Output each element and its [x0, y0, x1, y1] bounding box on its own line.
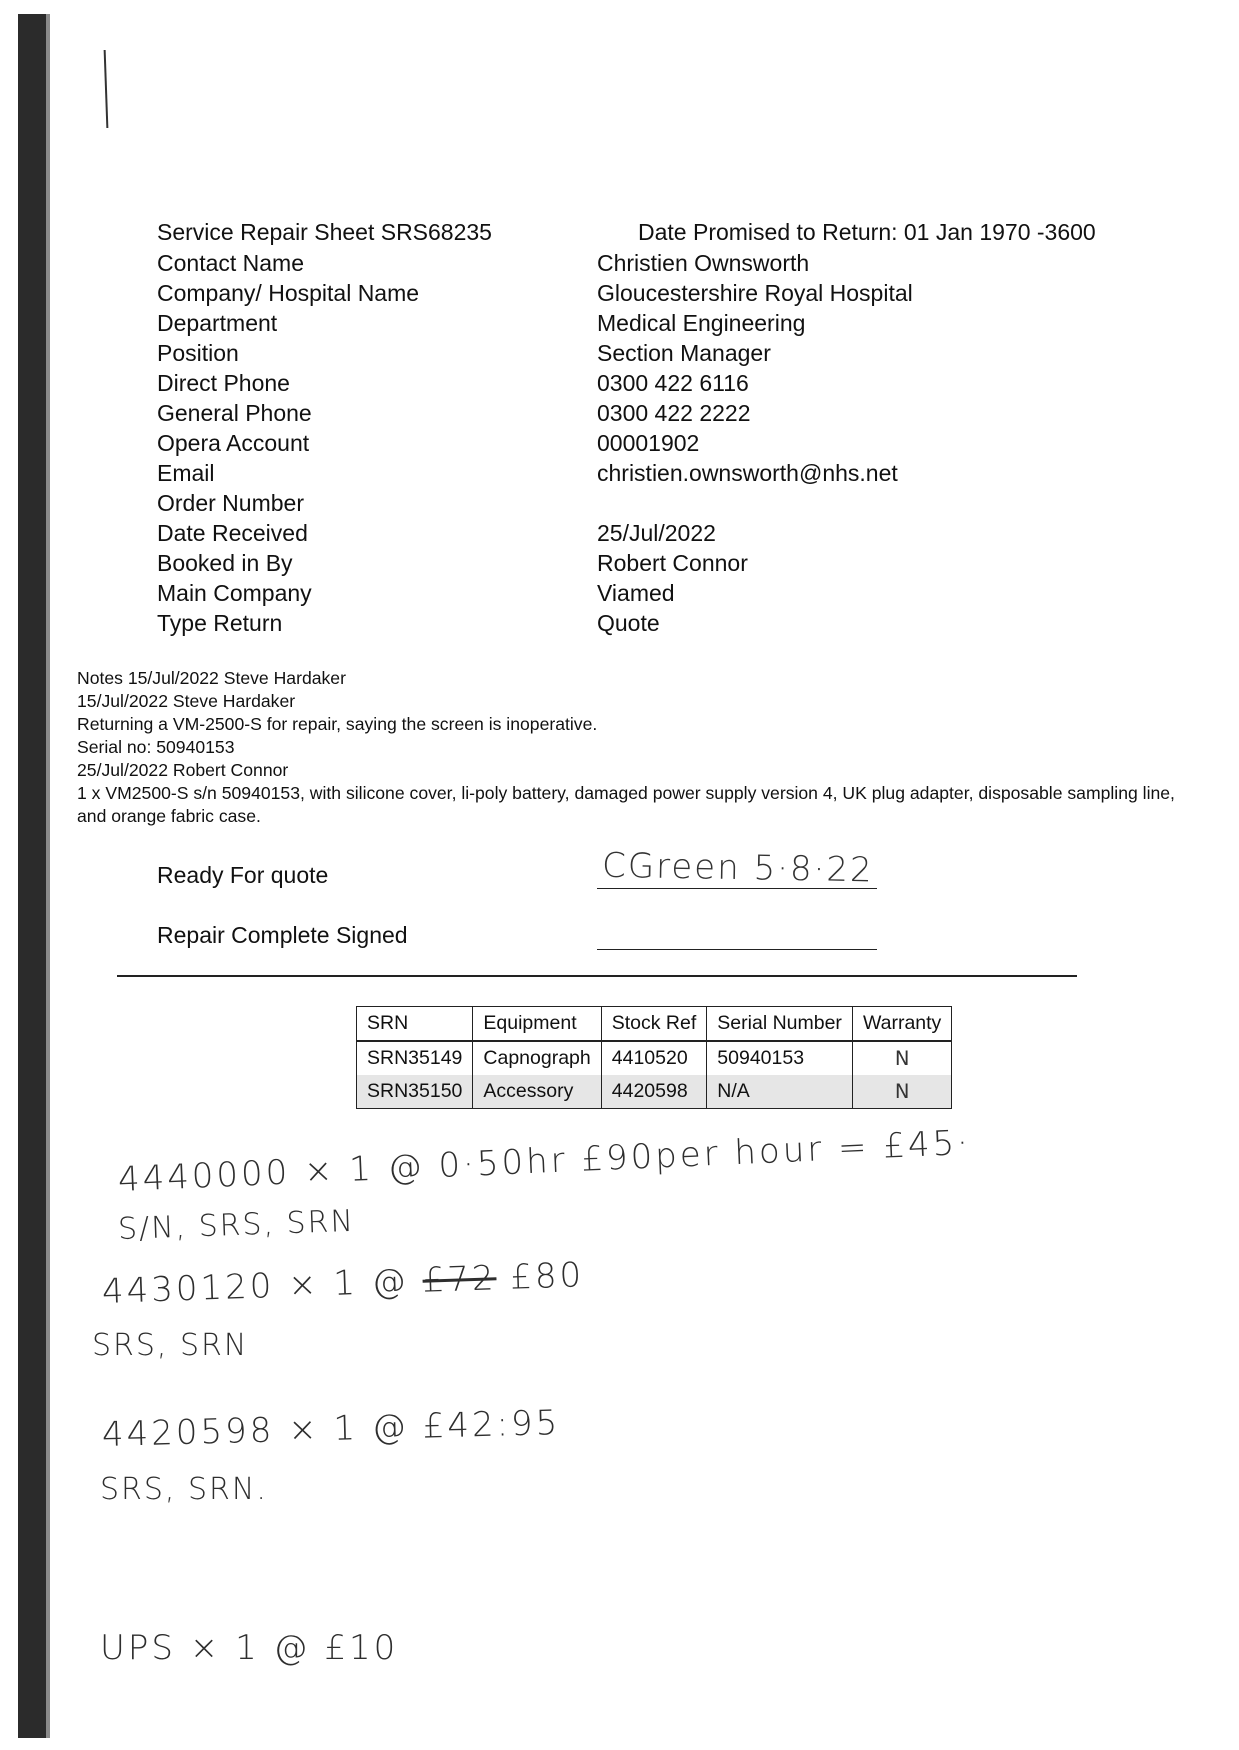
cell-warranty: N: [852, 1075, 951, 1109]
scan-edge-shade: [46, 14, 50, 1738]
note-line: Returning a VM-2500-S for repair, saying the screen is inoperative.: [77, 714, 598, 734]
handwritten-line: 4440000 × 1 @ 0·50hr £90per hour = £45·: [117, 1122, 972, 1200]
struck-price: £72: [421, 1258, 498, 1301]
handwritten-text: £80: [495, 1255, 585, 1299]
table-row: [357, 1075, 952, 1109]
sheet-title: Service Repair Sheet SRS68235: [157, 219, 492, 245]
cell-warranty: N: [852, 1041, 951, 1075]
column-header-srn: SRN: [357, 1007, 473, 1042]
ready-for-quote-label: Ready For quote: [157, 862, 329, 888]
repair-complete-signature-line[interactable]: [597, 949, 877, 950]
note-line: 1 x VM2500-S s/n 50940153, with silicone cover, li-poly battery, damaged power supply version 4, UK plug adapter, disposable sampling line, and orange fabric case.: [77, 783, 1180, 826]
field-value: Robert Connor: [597, 550, 748, 576]
stray-pen-mark: [104, 50, 109, 128]
field-label: Email: [157, 460, 215, 486]
field-label: Department: [157, 310, 278, 336]
field-value: Section Manager: [597, 340, 771, 366]
handwritten-line: UPS × 1 @ £10: [100, 1628, 399, 1668]
cell-equipment: Capnograph: [473, 1041, 601, 1075]
field-label: Opera Account: [157, 430, 310, 456]
note-line: Notes 15/Jul/2022 Steve Hardaker: [77, 668, 346, 688]
field-label: Booked in By: [157, 550, 293, 576]
handwritten-text: 4430120 × 1 @: [101, 1260, 424, 1312]
cell-stock-ref: 4410520: [601, 1041, 707, 1075]
field-value: 00001902: [597, 430, 700, 456]
field-label: Contact Name: [157, 250, 305, 276]
cell-stock-ref: 4420598: [601, 1075, 707, 1109]
cell-serial-number: 50940153: [707, 1041, 853, 1075]
field-value: Quote: [597, 610, 660, 636]
table-row: [357, 1041, 952, 1075]
repair-complete-label: Repair Complete Signed: [157, 922, 408, 948]
field-value: Gloucestershire Royal Hospital: [597, 280, 913, 306]
cell-serial-number: N/A: [707, 1075, 853, 1109]
date-promised: Date Promised to Return: 01 Jan 1970 -3600: [638, 219, 1096, 245]
column-header-equipment: Equipment: [473, 1007, 601, 1042]
table-header-row: [357, 1007, 952, 1042]
cell-srn: SRN35150: [357, 1075, 473, 1109]
field-label: General Phone: [157, 400, 312, 426]
field-value: Christien Ownsworth: [597, 250, 810, 276]
section-divider: [117, 975, 1077, 977]
handwritten-line: [101, 1255, 584, 1312]
field-label: Main Company: [157, 580, 312, 606]
field-value: Viamed: [597, 580, 675, 606]
cell-equipment: Accessory: [473, 1075, 601, 1109]
field-value: 0300 422 2222: [597, 400, 751, 426]
field-value: christien.ownsworth@nhs.net: [597, 460, 898, 486]
handwritten-line: S/N, SRS, SRN: [117, 1203, 356, 1247]
ready-signature-line: [597, 888, 877, 889]
column-header-serial-number: Serial Number: [707, 1007, 853, 1042]
field-value: 25/Jul/2022: [597, 520, 716, 546]
handwritten-line: SRS, SRN: [92, 1328, 249, 1363]
ready-signature: CGreen 5·8·22: [601, 845, 874, 891]
field-label: Order Number: [157, 490, 304, 516]
scan-edge: [18, 14, 46, 1738]
note-line: Serial no: 50940153: [77, 737, 235, 757]
field-label: Company/ Hospital Name: [157, 280, 420, 306]
note-line: 25/Jul/2022 Robert Connor: [77, 760, 289, 780]
cell-srn: SRN35149: [357, 1041, 473, 1075]
note-line: 15/Jul/2022 Steve Hardaker: [77, 691, 296, 711]
field-label: Position: [157, 340, 239, 366]
field-label: Date Received: [157, 520, 308, 546]
handwritten-line: 4420598 × 1 @ £42:95: [101, 1403, 561, 1455]
equipment-table: [356, 1006, 952, 1109]
notes-block: [77, 667, 1207, 828]
field-value: Medical Engineering: [597, 310, 806, 336]
column-header-warranty: Warranty: [852, 1007, 951, 1042]
column-header-stock-ref: Stock Ref: [601, 1007, 707, 1042]
field-label: Type Return: [157, 610, 283, 636]
handwritten-line: SRS, SRN.: [100, 1472, 268, 1507]
field-label: Direct Phone: [157, 370, 290, 396]
field-value: 0300 422 6116: [597, 370, 749, 396]
